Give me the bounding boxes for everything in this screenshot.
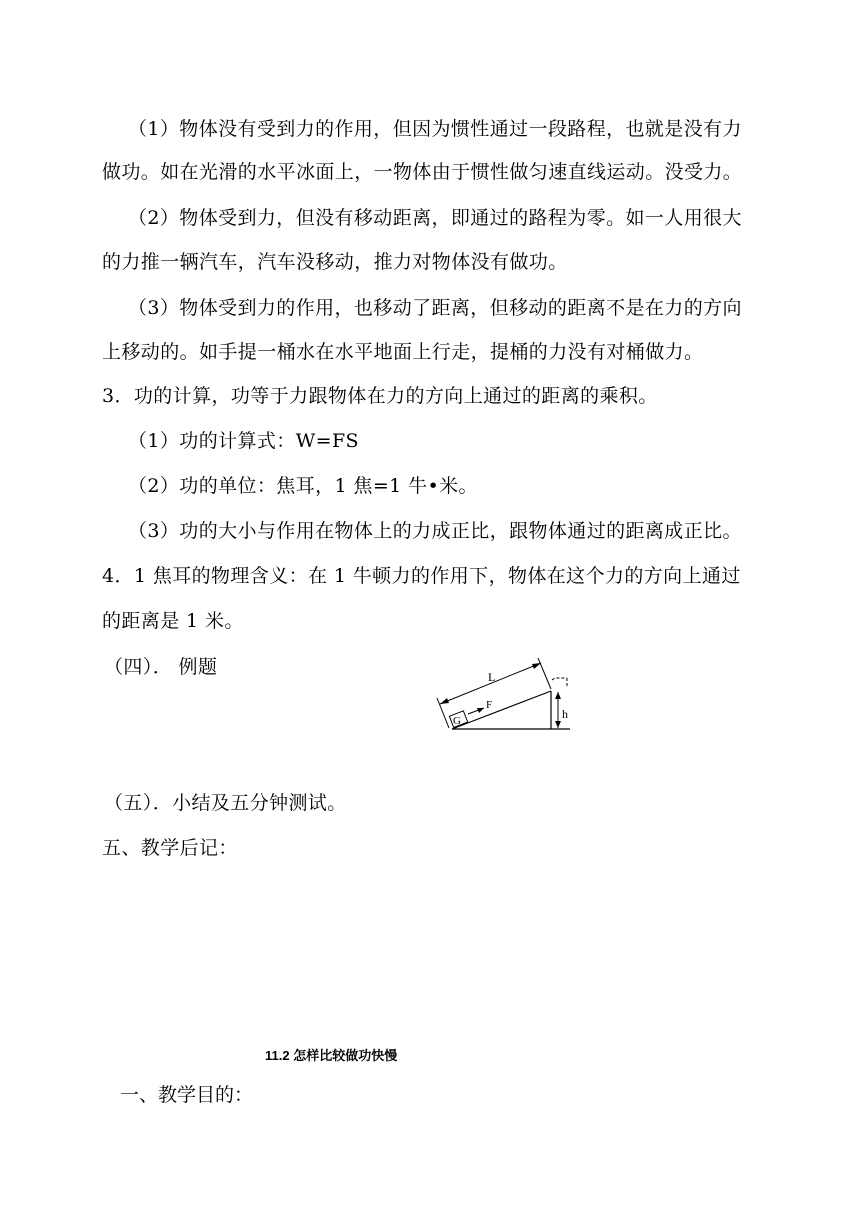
item-3-2: （2）功的单位：焦耳，1 焦=1 牛•米。 — [128, 475, 478, 497]
paragraph-2-line-2: 的力推一辆汽车，汽车没移动，推力对物体没有做功。 — [102, 251, 568, 273]
height-h-arrowhead-bottom — [555, 721, 561, 728]
paragraph-3-line-2: 上移动的。如手提一桶水在水平地面上行走，提桶的力没有对桶做力。 — [102, 341, 704, 363]
lesson-subtitle: 11.2 怎样比较做功快慢 — [265, 1048, 398, 1063]
item-4-line-2: 的距离是 1 米。 — [102, 610, 244, 632]
section-5-heading: （五）．小结及五分钟测试。 — [104, 792, 347, 814]
item-4-line-1: 4．1 焦耳的物理含义：在 1 牛顿力的作用下，物体在这个力的方向上通过 — [102, 565, 741, 587]
label-h: h — [562, 707, 568, 721]
length-L-arrowhead-start — [440, 698, 449, 704]
label-G: G — [453, 715, 461, 727]
item-3-1: （1）功的计算式：W=FS — [128, 430, 359, 452]
paragraph-1-line-2: 做功。如在光滑的水平冰面上，一物体由于惯性做匀速直线运动。没受力。 — [102, 161, 743, 183]
label-L: L — [488, 670, 496, 684]
section-4-heading: （四）． 例题 — [104, 656, 218, 678]
paragraph-1-line-1: （1）物体没有受到力的作用，但因为惯性通过一段路程，也就是没有力 — [128, 118, 742, 140]
item-3-3: （3）功的大小与作用在物体上的力成正比，跟物体通过的距离成正比。 — [128, 520, 742, 542]
force-F-arrowhead — [477, 708, 484, 713]
label-F: F — [486, 699, 493, 711]
incline-slope-line — [452, 691, 551, 729]
item-3: 3．功的计算，功等于力跟物体在力的方向上通过的距离的乘积。 — [102, 385, 658, 407]
section-one-heading: 一、教学目的： — [120, 1084, 254, 1106]
incline-diagram — [430, 658, 580, 738]
height-h-arrowhead-top — [555, 692, 561, 699]
length-L-extension-top — [538, 658, 551, 689]
section-five-heading: 五、教学后记： — [102, 837, 238, 859]
paragraph-3-line-1: （3）物体受到力的作用，也移动了距离，但移动的距离不是在力的方向 — [128, 297, 742, 319]
dashed-top-marker — [552, 678, 567, 680]
length-L-arrowhead-end — [532, 663, 541, 669]
paragraph-2-line-1: （2）物体受到力，但没有移动距离，即通过的路程为零。如一人用很大 — [128, 207, 742, 229]
